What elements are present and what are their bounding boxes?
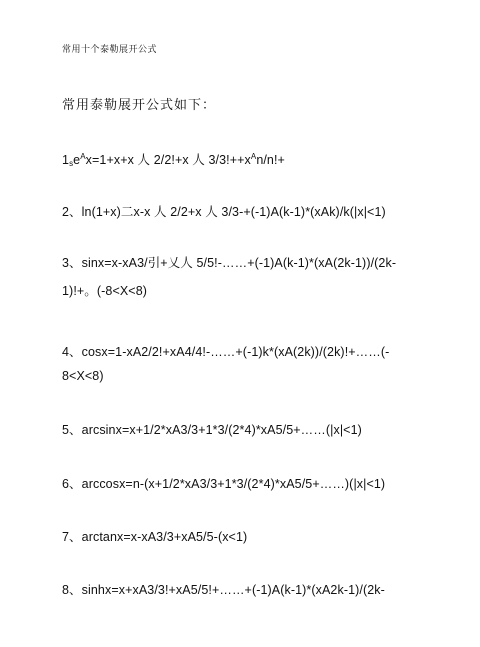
- page-header-title: 常用十个泰勒展开公式: [62, 45, 158, 55]
- formula-1-base: e: [73, 153, 81, 167]
- formula-6-arccos: 6、arccosx=n-(x+1/2*xA3/3+1*3/(2*4)*xA5/5+……)(|x|<1): [62, 477, 386, 491]
- formula-2-ln: 2、ln(1+x)⼆x-x 人 2/2+x 人 3/3-+(-1)A(k-1)*(xAk)/k(|x|<1): [62, 205, 386, 219]
- formula-3-sin-line-1: 3、sinx=x-xA3/引+乂人 5/5!-……+(-1)A(k-1)*(xA(2k-1))/(2k-: [62, 256, 397, 270]
- formula-4-cos-line-2: 8<X<8): [62, 369, 104, 383]
- formula-1-number: 1: [62, 153, 70, 167]
- formula-1-subscript: s: [69, 159, 74, 168]
- formula-1-superscript-2: A: [250, 152, 257, 161]
- formula-7-arctan: 7、arctanx=x-xA3/3+xA5/5-(x<1): [62, 530, 248, 544]
- formula-5-arcsin: 5、arcsinx=x+1/2*xA3/3+1*3/(2*4)*xA5/5+……(|x|<1): [62, 423, 362, 437]
- formula-1-superscript: A: [80, 152, 86, 161]
- formula-8-sinh: 8、sinhx=x+xA3/3!+xA5/5!+……+(-1)A(k-1)*(xA2k-1)/(2k-: [62, 583, 385, 597]
- formula-3-sin-line-2: 1)!+。(-8<X<8): [62, 284, 148, 298]
- formula-1-body: x=1+x+x 人 2/2!+x 人 3/3!++x: [85, 153, 251, 167]
- intro-text: 常用泰勒展开公式如下：: [62, 98, 217, 113]
- formula-4-cos-line-1: 4、cosx=1-xA2/2!+xA4/4!-……+(-1)k*(xA(2k))/(2k)!+……(-: [62, 345, 390, 359]
- formula-1-tail: n/n!+: [256, 153, 285, 167]
- formula-1-exp: [62, 150, 285, 168]
